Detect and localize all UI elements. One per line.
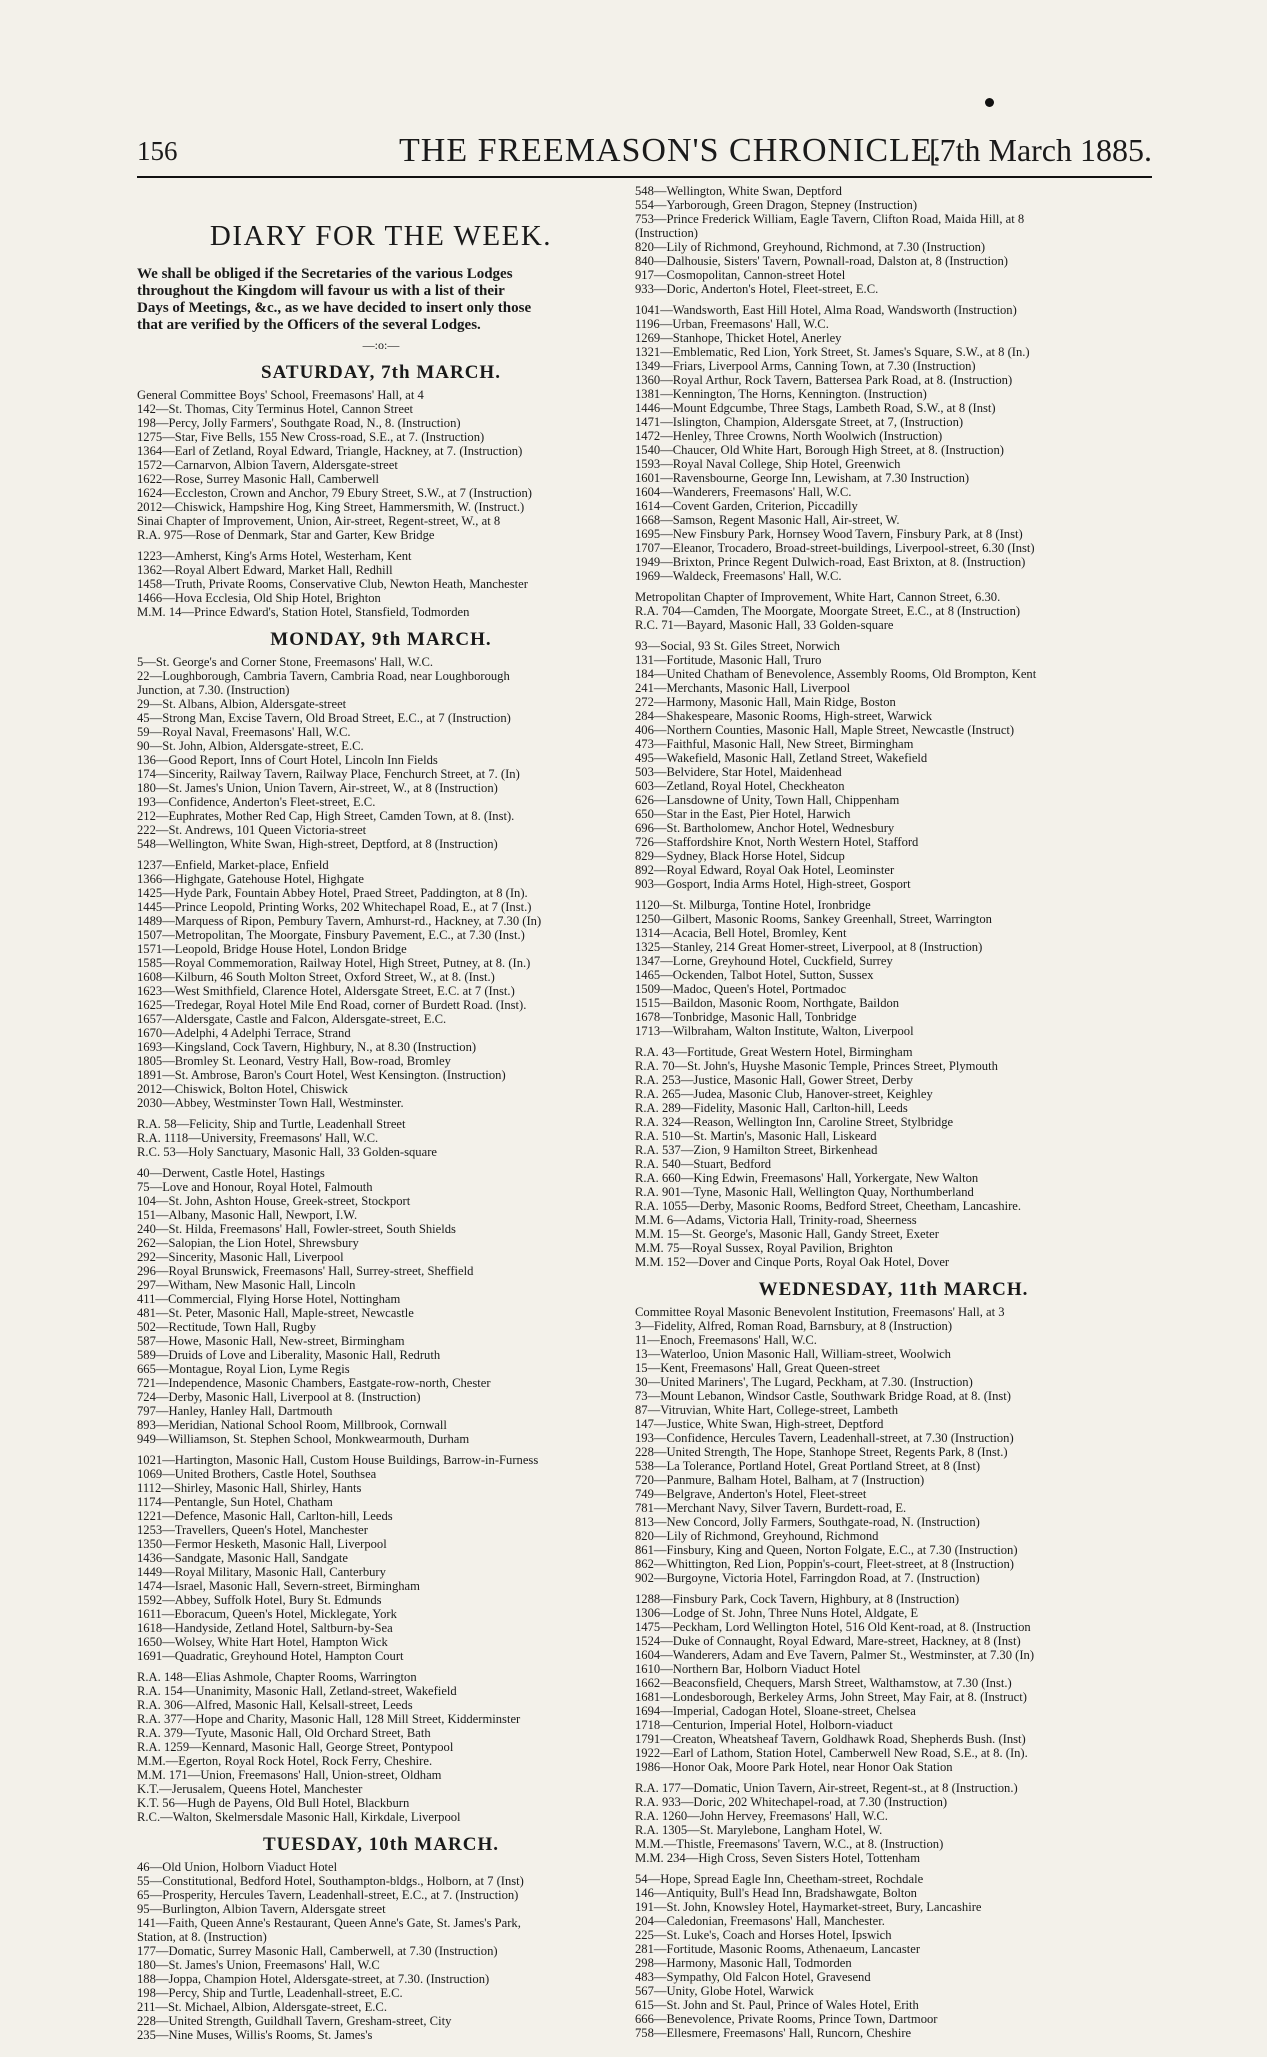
- listing-line: M.M. 75—Royal Sussex, Royal Pavilion, Brighton: [635, 1241, 893, 1255]
- listing-line: 917—Cosmopolitan, Cannon-street Hotel: [635, 268, 846, 282]
- listing-line: R.A. 540—Stuart, Bedford: [635, 1157, 772, 1171]
- listing-line: R.A. 1259—Kennard, Masonic Hall, George Street, Pontypool: [137, 1740, 454, 1754]
- page-number: 156: [137, 136, 178, 166]
- listing-line: 1041—Wandsworth, East Hill Hotel, Alma Road, Wandsworth (Instruction): [635, 303, 1017, 317]
- listing-line: R.A. 70—St. John's, Huyshe Masonic Temple, Princes Street, Plymouth: [635, 1059, 998, 1073]
- group-spacer: [137, 1110, 625, 1117]
- listing-line: R.A. 379—Tyute, Masonic Hall, Old Orchard Street, Bath: [137, 1726, 431, 1740]
- listing-line: 1120—St. Milburga, Tontine Hotel, Ironbridge: [635, 898, 871, 912]
- listing-line: 1969—Waldeck, Freemasons' Hall, W.C.: [635, 569, 842, 583]
- group-spacer: [635, 1774, 1152, 1781]
- listing-line: 1650—Wolsey, White Hart Hotel, Hampton Wick: [137, 1635, 388, 1649]
- listing-line: R.A. 660—King Edwin, Freemasons' Hall, Yorkergate, New Walton: [635, 1171, 979, 1185]
- listing-line: 2030—Abbey, Westminster Town Hall, Westminster.: [137, 1096, 404, 1110]
- listing-line: 1610—Northern Bar, Holborn Viaduct Hotel: [635, 1662, 861, 1676]
- listing-line: 1604—Wanderers, Freemasons' Hall, W.C.: [635, 485, 852, 499]
- listing-line: 1321—Emblematic, Red Lion, York Street, St. James's Square, S.W., at 8 (In.): [635, 345, 1030, 359]
- listing-line: 892—Royal Edward, Royal Oak Hotel, Leominster: [635, 863, 895, 877]
- listing-line: 1196—Urban, Freemasons' Hall, W.C.: [635, 317, 829, 331]
- listing-line: 1695—New Finsbury Park, Hornsey Wood Tavern, Finsbury Park, at 8 (Inst): [635, 527, 1023, 541]
- listing-line: 95—Burlington, Albion Tavern, Aldersgate street: [137, 1902, 386, 1916]
- listing-line: 1466—Hova Ecclesia, Old Ship Hotel, Brighton: [137, 591, 381, 605]
- listing-line: 284—Shakespeare, Masonic Rooms, High-street, Warwick: [635, 709, 933, 723]
- group-spacer: [137, 542, 625, 549]
- listing-line: 1347—Lorne, Greyhound Hotel, Cuckfield, Surrey: [635, 954, 893, 968]
- listing-line: 749—Belgrave, Anderton's Hotel, Fleet-street: [635, 1487, 867, 1501]
- listing-line: 473—Faithful, Masonic Hall, New Street, Birmingham: [635, 737, 914, 751]
- listing-line: 184—United Chatham of Benevolence, Assembly Rooms, Old Brompton, Kent: [635, 667, 1037, 681]
- listing-line: 45—Strong Man, Excise Tavern, Old Broad Street, E.C., at 7 (Instruction): [137, 711, 511, 725]
- day-heading-monday: MONDAY, 9th MARCH.: [270, 629, 492, 650]
- listing-line: R.A. 975—Rose of Denmark, Star and Garter, Kew Bridge: [137, 528, 435, 542]
- listing-line: R.C. 53—Holy Sanctuary, Masonic Hall, 33 Golden-square: [137, 1145, 437, 1159]
- listing-line: 1221—Defence, Masonic Hall, Carlton-hill, Leeds: [137, 1509, 393, 1523]
- listing-line: 1681—Londesborough, Berkeley Arms, John Street, May Fair, at 8. (Instruct): [635, 1690, 1027, 1704]
- listing-line: 1622—Rose, Surrey Masonic Hall, Camberwell: [137, 472, 380, 486]
- group-spacer: [137, 1446, 625, 1453]
- day-heading-saturday: SATURDAY, 7th MARCH.: [261, 362, 501, 383]
- listing-line: 272—Harmony, Masonic Hall, Main Ridge, Boston: [635, 695, 896, 709]
- group-spacer: [635, 632, 1152, 639]
- listing-line: 104—St. John, Ashton House, Greek-street, Stockport: [137, 1194, 411, 1208]
- listing-line: 538—La Tolerance, Portland Hotel, Great Portland Street, at 8 (Inst): [635, 1459, 981, 1473]
- listing-line: R.A. 933—Doric, 202 Whitechapel-road, at 7.30 (Instruction): [635, 1795, 948, 1809]
- listing-line: R.A. 1305—St. Marylebone, Langham Hotel, W.: [635, 1823, 883, 1837]
- listing-line: M.M. 152—Dover and Cinque Ports, Royal Oak Hotel, Dover: [635, 1255, 950, 1269]
- listing-line: 813—New Concord, Jolly Farmers, Southgate-road, N. (Instruction): [635, 1515, 980, 1529]
- listing-line: 567—Unity, Globe Hotel, Warwick: [635, 1984, 814, 1998]
- listing-line: 1465—Ockenden, Talbot Hotel, Sutton, Sussex: [635, 968, 874, 982]
- listing-line: 2012—Chiswick, Hampshire Hog, King Street, Hammersmith, W. (Instruct.): [137, 500, 525, 514]
- listing-line: 1713—Wilbraham, Walton Institute, Walton, Liverpool: [635, 1024, 914, 1038]
- listing-line: 1350—Fermor Hesketh, Masonic Hall, Liverpool: [137, 1537, 387, 1551]
- listing-line: R.A. 377—Hope and Charity, Masonic Hall, 128 Mill Street, Kidderminster: [137, 1712, 521, 1726]
- listing-line: 211—St. Michael, Albion, Aldersgate-street, E.C.: [137, 2000, 387, 2014]
- listing-line: 1668—Samson, Regent Masonic Hall, Air-street, W.: [635, 513, 900, 527]
- listing-line: 1515—Baildon, Masonic Room, Northgate, Baildon: [635, 996, 900, 1010]
- listing-line: 241—Merchants, Masonic Hall, Liverpool: [635, 681, 851, 695]
- listing-line: 212—Euphrates, Mother Red Cap, High Street, Camden Town, at 8. (Inst).: [137, 809, 515, 823]
- listing-line: 1791—Creaton, Wheatsheaf Tavern, Goldhawk Road, Shepherds Bush. (Inst): [635, 1732, 1026, 1746]
- listing-line: 55—Constitutional, Bedford Hotel, Southampton-bldgs., Holborn, at 7 (Inst): [137, 1874, 524, 1888]
- header-rule: [137, 176, 1152, 178]
- listing-line: 862—Whittington, Red Lion, Poppin's-court, Fleet-street, at 8 (Instruction): [635, 1557, 1014, 1571]
- listing-line: 1604—Wanderers, Adam and Eve Tavern, Palmer St., Westminster, at 7.30 (In): [635, 1648, 1035, 1662]
- listing-line: R.A. 148—Elias Ashmole, Chapter Rooms, Warrington: [137, 1670, 417, 1684]
- diary-intro: [137, 266, 625, 334]
- listing-line: 1458—Truth, Private Rooms, Conservative Club, Newton Heath, Manchester: [137, 577, 528, 591]
- listing-line: 2012—Chiswick, Bolton Hotel, Chiswick: [137, 1082, 348, 1096]
- listing-line: 696—St. Bartholomew, Anchor Hotel, Wednesbury: [635, 821, 895, 835]
- listing-line: General Committee Boys' School, Freemasons' Hall, at 4: [137, 388, 424, 402]
- listing-line: 298—Harmony, Masonic Hall, Todmorden: [635, 1956, 852, 1970]
- group-spacer: [635, 583, 1152, 590]
- listing-line: 1223—Amherst, King's Arms Hotel, Westerham, Kent: [137, 549, 412, 563]
- intro-line: that are verified by the Officers of the several Lodges.: [137, 317, 481, 333]
- day-heading-tuesday: TUESDAY, 10th MARCH.: [262, 1834, 500, 1855]
- listing-line: 1381—Kennington, The Horns, Kennington. (Instruction): [635, 387, 927, 401]
- listing-line: 797—Hanley, Hanley Hall, Dartmouth: [137, 1404, 333, 1418]
- listing-line: 721—Independence, Masonic Chambers, Eastgate-row-north, Chester: [137, 1376, 491, 1390]
- listing-line: 1707—Eleanor, Trocadero, Broad-street-buildings, Liverpool-street, 6.30 (Inst): [635, 541, 1035, 555]
- listing-line: 1618—Handyside, Zetland Hotel, Saltburn-by-Sea: [137, 1621, 393, 1635]
- intro-line: We shall be obliged if the Secretaries of the various Lodges: [137, 266, 513, 282]
- listing-line: 1112—Shirley, Masonic Hall, Shirley, Hants: [137, 1481, 362, 1495]
- listing-line: 933—Doric, Anderton's Hotel, Fleet-street, E.C.: [635, 282, 879, 296]
- listing-line: 502—Rectitude, Town Hall, Rugby: [137, 1320, 317, 1334]
- listing-line: 781—Merchant Navy, Silver Tavern, Burdett-road, E.: [635, 1501, 907, 1515]
- listing-line: 29—St. Albans, Albion, Aldersgate-street: [137, 697, 347, 711]
- listing-line: 188—Joppa, Champion Hotel, Aldersgate-street, at 7.30. (Instruction): [137, 1972, 490, 1986]
- listing-line: 503—Belvidere, Star Hotel, Maidenhead: [635, 765, 842, 779]
- listing-line: 225—St. Luke's, Coach and Horses Hotel, Ipswich: [635, 1928, 892, 1942]
- listing-line: 1693—Kingsland, Cock Tavern, Highbury, N., at 8.30 (Instruction): [137, 1040, 477, 1054]
- listing-line: 297—Witham, New Masonic Hall, Lincoln: [137, 1278, 356, 1292]
- listing-line: 3—Fidelity, Alfred, Roman Road, Barnsbury, at 8 (Instruction): [635, 1319, 953, 1333]
- listing-line: 1694—Imperial, Cadogan Hotel, Sloane-street, Chelsea: [635, 1704, 916, 1718]
- listing-line: 1362—Royal Albert Edward, Market Hall, Redhill: [137, 563, 393, 577]
- listing-line: K.T. 56—Hugh de Payens, Old Bull Hotel, Blackburn: [137, 1796, 410, 1810]
- listing-line: R.C.—Walton, Skelmersdale Masonic Hall, Kirkdale, Liverpool: [137, 1810, 461, 1824]
- day-heading-wednesday: WEDNESDAY, 11th MARCH.: [758, 1279, 1029, 1300]
- listing-line: 665—Montague, Royal Lion, Lyme Regis: [137, 1362, 350, 1376]
- listing-line: 589—Druids of Love and Liberality, Masonic Hall, Redruth: [137, 1348, 441, 1362]
- listing-line: 136—Good Report, Inns of Court Hotel, Lincoln Inn Fields: [137, 753, 438, 767]
- listing-line: 1445—Prince Leopold, Printing Works, 202 Whitechapel Road, E., at 7 (Inst.): [137, 900, 532, 914]
- group-spacer: [635, 1865, 1152, 1872]
- listing-line: 1601—Ravensbourne, George Inn, Lewisham, at 7.30 Instruction): [635, 471, 970, 485]
- listing-line: 587—Howe, Masonic Hall, New-street, Birmingham: [137, 1334, 405, 1348]
- listing-line: 1449—Royal Military, Masonic Hall, Canterbury: [137, 1565, 386, 1579]
- listing-line: 1269—Stanhope, Thicket Hotel, Anerley: [635, 331, 842, 345]
- listing-line: Junction, at 7.30. (Instruction): [137, 683, 290, 697]
- listing-line: 483—Sympathy, Old Falcon Hotel, Gravesend: [635, 1970, 871, 1984]
- listing-line: 235—Nine Muses, Willis's Rooms, St. James's: [137, 2028, 373, 2042]
- listing-line: 406—Northern Counties, Masonic Hall, Maple Street, Newcastle (Instruct): [635, 723, 1015, 737]
- group-spacer: [137, 851, 625, 858]
- listing-line: 1611—Eboracum, Queen's Hotel, Micklegate, York: [137, 1607, 397, 1621]
- listing-line: 1623—West Smithfield, Clarence Hotel, Aldersgate Street, E.C. at 7 (Inst.): [137, 984, 515, 998]
- listing-line: R.A. 306—Alfred, Masonic Hall, Kelsall-street, Leeds: [137, 1698, 413, 1712]
- listing-line: 40—Derwent, Castle Hotel, Hastings: [137, 1166, 325, 1180]
- listing-line: 1507—Metropolitan, The Moorgate, Finsbury Pavement, E.C., at 7.30 (Inst.): [137, 928, 525, 942]
- listing-line: 151—Albany, Masonic Hall, Newport, I.W.: [137, 1208, 358, 1222]
- listing-line: 949—Williamson, St. Stephen School, Monkwearmouth, Durham: [137, 1432, 470, 1446]
- listing-line: 292—Sincerity, Masonic Hall, Liverpool: [137, 1250, 344, 1264]
- listing-line: 1614—Covent Garden, Criterion, Piccadilly: [635, 499, 858, 513]
- diary-title: DIARY FOR THE WEEK.: [209, 220, 553, 252]
- group-spacer: [635, 296, 1152, 303]
- listing-line: M.M. 15—St. George's, Masonic Hall, Gandy Street, Exeter: [635, 1227, 939, 1241]
- listing-line: 758—Ellesmere, Freemasons' Hall, Runcorn, Cheshire: [635, 2026, 912, 2040]
- listing-line: 177—Domatic, Surrey Masonic Hall, Camberwell, at 7.30 (Instruction): [137, 1944, 498, 1958]
- listing-line: 554—Yarborough, Green Dragon, Stepney (Instruction): [635, 198, 918, 212]
- listing-line: 87—Vitruvian, White Hart, College-street, Lambeth: [635, 1403, 899, 1417]
- listing-line: 1237—Enfield, Market-place, Enfield: [137, 858, 329, 872]
- listing-line: 1540—Chaucer, Old White Hart, Borough High Street, at 8. (Instruction): [635, 443, 1004, 457]
- listing-line: 1593—Royal Naval College, Ship Hotel, Greenwich: [635, 457, 901, 471]
- listing-line: 1624—Eccleston, Crown and Anchor, 79 Ebury Street, S.W., at 7 (Instruction): [137, 486, 532, 500]
- listing-line: 73—Mount Lebanon, Windsor Castle, Southwark Bridge Road, at 8. (Inst): [635, 1389, 1011, 1403]
- listing-line: 1275—Star, Five Bells, 155 New Cross-road, S.E., at 7. (Instruction): [137, 430, 485, 444]
- listing-line: 820—Lily of Richmond, Greyhound, Richmond, at 7.30 (Instruction): [635, 240, 986, 254]
- listing-line: 724—Derby, Masonic Hall, Liverpool at 8. (Instruction): [137, 1390, 421, 1404]
- listing-line: 180—St. James's Union, Union Tavern, Air-street, W., at 8 (Instruction): [137, 781, 498, 795]
- listing-line: 1174—Pentangle, Sun Hotel, Chatham: [137, 1495, 333, 1509]
- right-column: [635, 184, 1152, 2040]
- listing-line: 30—United Mariners', The Lugard, Peckham, at 7.30. (Instruction): [635, 1375, 973, 1389]
- listing-line: 893—Meridian, National School Room, Millbrook, Cornwall: [137, 1418, 447, 1432]
- listing-line: 1592—Abbey, Suffolk Hotel, Bury St. Edmunds: [137, 1593, 382, 1607]
- listing-line: 903—Gosport, India Arms Hotel, High-street, Gosport: [635, 877, 911, 891]
- listing-line: 548—Wellington, White Swan, High-street, Deptford, at 8 (Instruction): [137, 837, 498, 851]
- listing-line: K.T.—Jerusalem, Queens Hotel, Manchester: [137, 1782, 363, 1796]
- listing-line: 861—Finsbury, King and Queen, Norton Folgate, E.C., at 7.30 (Instruction): [635, 1543, 1018, 1557]
- listing-line: 1891—St. Ambrose, Baron's Court Hotel, West Kensington. (Instruction): [137, 1068, 506, 1082]
- listing-line: 1364—Earl of Zetland, Royal Edward, Triangle, Hackney, at 7. (Instruction): [137, 444, 523, 458]
- listing-line: 228—United Strength, The Hope, Stanhope Street, Regents Park, 8 (Inst.): [635, 1445, 1008, 1459]
- listing-line: M.M. 171—Union, Freemasons' Hall, Union-street, Oldham: [137, 1768, 442, 1782]
- listing-line: 59—Royal Naval, Freemasons' Hall, W.C.: [137, 725, 351, 739]
- listing-line: 93—Social, 93 St. Giles Street, Norwich: [635, 639, 840, 653]
- listing-line: 147—Justice, White Swan, High-street, Deptford: [635, 1417, 884, 1431]
- listing-line: 1657—Aldersgate, Castle and Falcon, Aldersgate-street, E.C.: [137, 1012, 447, 1026]
- listing-line: R.A. 537—Zion, 9 Hamilton Street, Birkenhead: [635, 1143, 878, 1157]
- listing-line: 1662—Beaconsfield, Chequers, Marsh Street, Walthamstow, at 7.30 (Inst.): [635, 1676, 1012, 1690]
- listing-line: 1360—Royal Arthur, Rock Tavern, Battersea Park Road, at 8. (Instruction): [635, 373, 1013, 387]
- listing-line: 1021—Hartington, Masonic Hall, Custom House Buildings, Barrow-in-Furness: [137, 1453, 539, 1467]
- listing-line: 650—Star in the East, Pier Hotel, Harwich: [635, 807, 851, 821]
- listing-line: 65—Prosperity, Hercules Tavern, Leadenhall-street, E.C., at 7. (Instruction): [137, 1888, 519, 1902]
- listing-line: 1670—Adelphi, 4 Adelphi Terrace, Strand: [137, 1026, 351, 1040]
- listing-line: M.M. 6—Adams, Victoria Hall, Trinity-road, Sheerness: [635, 1213, 917, 1227]
- listing-line: R.A. 901—Tyne, Masonic Hall, Wellington Quay, Northumberland: [635, 1185, 974, 1199]
- listing-line: 1069—United Brothers, Castle Hotel, Southsea: [137, 1467, 377, 1481]
- listing-line: 1475—Peckham, Lord Wellington Hotel, 516 Old Kent-road, at 8. (Instruction: [635, 1620, 1031, 1634]
- listing-line: 1325—Stanley, 214 Great Homer-street, Liverpool, at 8 (Instruction): [635, 940, 983, 954]
- listing-line: 1949—Brixton, Prince Regent Dulwich-road, East Brixton, at 8. (Instruction): [635, 555, 1026, 569]
- listing-line: R.A. 154—Unanimity, Masonic Hall, Zetland-street, Wakefield: [137, 1684, 457, 1698]
- listing-line: 902—Burgoyne, Victoria Hotel, Farringdon Road, at 7. (Instruction): [635, 1571, 980, 1585]
- ink-dot: [985, 98, 994, 107]
- listing-line: 90—St. John, Albion, Aldersgate-street, E.C.: [137, 739, 364, 753]
- listing-line: 22—Loughborough, Cambria Tavern, Cambria Road, near Loughborough: [137, 669, 510, 683]
- listing-line: 75—Love and Honour, Royal Hotel, Falmouth: [137, 1180, 373, 1194]
- listing-line: R.A. 704—Camden, The Moorgate, Moorgate Street, E.C., at 8 (Instruction): [635, 604, 1021, 618]
- listing-line: 204—Caledonian, Freemasons' Hall, Manchester.: [635, 1914, 885, 1928]
- listing-line: 481—St. Peter, Masonic Hall, Maple-street, Newcastle: [137, 1306, 414, 1320]
- listing-line: 198—Percy, Ship and Turtle, Leadenhall-street, E.C.: [137, 1986, 403, 2000]
- listing-line: 1472—Henley, Three Crowns, North Woolwich (Instruction): [635, 429, 943, 443]
- listing-line: 1718—Centurion, Imperial Hotel, Holborn-viaduct: [635, 1718, 893, 1732]
- listing-line: 495—Wakefield, Masonic Hall, Zetland Street, Wakefield: [635, 751, 928, 765]
- listing-line: 1288—Finsbury Park, Cock Tavern, Highbury, at 8 (Instruction): [635, 1592, 960, 1606]
- listing-line: 1253—Travellers, Queen's Hotel, Manchester: [137, 1523, 368, 1537]
- listing-line: 13—Waterloo, Union Masonic Hall, William-street, Woolwich: [635, 1347, 951, 1361]
- listing-line: R.A. 177—Domatic, Union Tavern, Air-street, Regent-st., at 8 (Instruction.): [635, 1781, 1018, 1795]
- intro-line: throughout the Kingdom will favour us with a list of their: [137, 283, 505, 299]
- listing-line: R.A. 43—Fortitude, Great Western Hotel, Birmingham: [635, 1045, 913, 1059]
- listing-line: R.A. 58—Felicity, Ship and Turtle, Leadenhall Street: [137, 1117, 406, 1131]
- listing-line: 228—United Strength, Guildhall Tavern, Gresham-street, City: [137, 2014, 452, 2028]
- listing-line: 15—Kent, Freemasons' Hall, Great Queen-street: [635, 1361, 880, 1375]
- listing-line: 1922—Earl of Lathom, Station Hotel, Camberwell New Road, S.E., at 8. (In).: [635, 1746, 1028, 1760]
- listing-line: M.M.—Thistle, Freemasons' Tavern, W.C., at 8. (Instruction): [635, 1837, 944, 1851]
- ornament-divider: —:o:—: [362, 338, 400, 352]
- group-spacer: [635, 891, 1152, 898]
- listing-line: 146—Antiquity, Bull's Head Inn, Bradshawgate, Bolton: [635, 1886, 917, 1900]
- listing-line: 281—Fortitude, Masonic Rooms, Athenaeum, Lancaster: [635, 1942, 921, 1956]
- listing-line: 1349—Friars, Liverpool Arms, Canning Town, at 7.30 (Instruction): [635, 359, 976, 373]
- page-header: [137, 132, 1152, 172]
- listing-line: 5—St. George's and Corner Stone, Freemasons' Hall, W.C.: [137, 655, 434, 669]
- group-spacer: [635, 1585, 1152, 1592]
- listing-line: 198—Percy, Jolly Farmers', Southgate Road, N., 8. (Instruction): [137, 416, 461, 430]
- listing-line: R.A. 289—Fidelity, Masonic Hall, Carlton-hill, Leeds: [635, 1101, 908, 1115]
- listing-line: (Instruction): [635, 226, 698, 240]
- listing-line: 11—Enoch, Freemasons' Hall, W.C.: [635, 1333, 817, 1347]
- listing-line: M.M. 234—High Cross, Seven Sisters Hotel, Tottenham: [635, 1851, 921, 1865]
- listing-line: 411—Commercial, Flying Horse Hotel, Nottingham: [137, 1292, 401, 1306]
- listing-line: 829—Sydney, Black Horse Hotel, Sidcup: [635, 849, 845, 863]
- group-spacer: [137, 1663, 625, 1670]
- listing-line: R.A. 265—Judea, Masonic Club, Hanover-street, Keighley: [635, 1087, 933, 1101]
- listing-line: 1509—Madoc, Queen's Hotel, Portmadoc: [635, 982, 847, 996]
- left-column: [137, 186, 625, 2042]
- listing-line: 1489—Marquess of Ripon, Pembury Tavern, Amhurst-rd., Hackney, at 7.30 (In): [137, 914, 542, 928]
- listing-line: 666—Benevolence, Private Rooms, Prince Town, Dartmoor: [635, 2012, 938, 2026]
- listing-line: M.M. 14—Prince Edward's, Station Hotel, Stansfield, Todmorden: [137, 605, 470, 619]
- listing-line: 1306—Lodge of St. John, Three Nuns Hotel, Aldgate, E: [635, 1606, 919, 1620]
- listing-line: 1805—Bromley St. Leonard, Vestry Hall, Bow-road, Bromley: [137, 1054, 451, 1068]
- listing-line: R.A. 510—St. Martin's, Masonic Hall, Liskeard: [635, 1129, 877, 1143]
- listing-line: Committee Royal Masonic Benevolent Institution, Freemasons' Hall, at 3: [635, 1305, 1005, 1319]
- listing-line: 1585—Royal Commemoration, Railway Hotel, High Street, Putney, at 8. (In.): [137, 956, 531, 970]
- listing-line: 240—St. Hilda, Freemasons' Hall, Fowler-street, South Shields: [137, 1222, 456, 1236]
- listing-line: 1250—Gilbert, Masonic Rooms, Sankey Greenhall, Street, Warrington: [635, 912, 992, 926]
- listing-line: 193—Confidence, Hercules Tavern, Leadenhall-street, at 7.30 (Instruction): [635, 1431, 1014, 1445]
- listing-line: 1678—Tonbridge, Masonic Hall, Tonbridge: [635, 1010, 857, 1024]
- listing-line: 820—Lily of Richmond, Greyhound, Richmond: [635, 1529, 879, 1543]
- listing-line: 1571—Leopold, Bridge House Hotel, London Bridge: [137, 942, 407, 956]
- listing-line: 193—Confidence, Anderton's Fleet-street, E.C.: [137, 795, 376, 809]
- listing-line: 1691—Quadratic, Greyhound Hotel, Hampton Court: [137, 1649, 404, 1663]
- listing-line: 603—Zetland, Royal Hotel, Checkheaton: [635, 779, 845, 793]
- left-listings: [137, 362, 625, 2042]
- listing-line: M.M.—Egerton, Royal Rock Hotel, Rock Ferry, Cheshire.: [137, 1754, 433, 1768]
- listing-line: Sinai Chapter of Improvement, Union, Air-street, Regent-street, W., at 8: [137, 514, 501, 528]
- listing-line: 615—St. John and St. Paul, Prince of Wales Hotel, Erith: [635, 1998, 919, 2012]
- listing-line: 1314—Acacia, Bell Hotel, Bromley, Kent: [635, 926, 847, 940]
- publication-title: THE FREEMASON'S CHRONICLE.: [399, 132, 943, 169]
- listing-line: 1436—Sandgate, Masonic Hall, Sandgate: [137, 1551, 348, 1565]
- listing-line: 1986—Honor Oak, Moore Park Hotel, near Honor Oak Station: [635, 1760, 953, 1774]
- listing-line: 54—Hope, Spread Eagle Inn, Cheetham-street, Rochdale: [635, 1872, 924, 1886]
- issue-date: [7th March 1885.: [928, 132, 1152, 168]
- group-spacer: [635, 1038, 1152, 1045]
- listing-line: R.A. 324—Reason, Wellington Inn, Caroline Street, Stylbridge: [635, 1115, 954, 1129]
- listing-line: R.A. 253—Justice, Masonic Hall, Gower Street, Derby: [635, 1073, 914, 1087]
- listing-line: R.C. 71—Bayard, Masonic Hall, 33 Golden-square: [635, 618, 894, 632]
- listing-line: 142—St. Thomas, City Terminus Hotel, Cannon Street: [137, 402, 414, 416]
- listing-line: 1471—Islington, Champion, Aldersgate Street, at 7, (Instruction): [635, 415, 964, 429]
- listing-line: 1425—Hyde Park, Fountain Abbey Hotel, Praed Street, Paddington, at 8 (In).: [137, 886, 528, 900]
- listing-line: Station, at 8. (Instruction): [137, 1930, 267, 1944]
- listing-line: 174—Sincerity, Railway Tavern, Railway Place, Fenchurch Street, at 7. (In): [137, 767, 520, 781]
- listing-line: 1572—Carnarvon, Albion Tavern, Aldersgate-street: [137, 458, 398, 472]
- listing-line: 840—Dalhousie, Sisters' Tavern, Pownall-road, Dalston at, 8 (Instruction): [635, 254, 1008, 268]
- listing-line: 1608—Kilburn, 46 South Molton Street, Oxford Street, W., at 8. (Inst.): [137, 970, 495, 984]
- listing-line: 191—St. John, Knowsley Hotel, Haymarket-street, Bury, Lancashire: [635, 1900, 982, 1914]
- intro-line: Days of Meetings, &c., as we have decided to insert only those: [137, 300, 532, 316]
- listing-line: R.A. 1260—John Hervey, Freemasons' Hall, W.C.: [635, 1809, 888, 1823]
- listing-line: 296—Royal Brunswick, Freemasons' Hall, Surrey-street, Sheffield: [137, 1264, 474, 1278]
- listing-line: 1625—Tredegar, Royal Hotel Mile End Road, corner of Burdett Road. (Inst).: [137, 998, 527, 1012]
- listing-line: 131—Fortitude, Masonic Hall, Truro: [635, 653, 822, 667]
- listing-line: 753—Prince Frederick William, Eagle Tavern, Clifton Road, Maida Hill, at 8: [635, 212, 1025, 226]
- listing-line: 1524—Duke of Connaught, Royal Edward, Mare-street, Hackney, at 8 (Inst): [635, 1634, 1021, 1648]
- listing-line: Metropolitan Chapter of Improvement, White Hart, Cannon Street, 6.30.: [635, 590, 1001, 604]
- listing-line: 46—Old Union, Holborn Viaduct Hotel: [137, 1860, 338, 1874]
- listing-line: 1474—Israel, Masonic Hall, Severn-street, Birmingham: [137, 1579, 420, 1593]
- listing-line: 726—Staffordshire Knot, North Western Hotel, Stafford: [635, 835, 919, 849]
- listing-line: R.A. 1118—University, Freemasons' Hall, W.C.: [137, 1131, 379, 1145]
- listing-line: 720—Panmure, Balham Hotel, Balham, at 7 (Instruction): [635, 1473, 925, 1487]
- listing-line: 141—Faith, Queen Anne's Restaurant, Queen Anne's Gate, St. James's Park,: [137, 1916, 521, 1930]
- listing-line: 626—Lansdowne of Unity, Town Hall, Chippenham: [635, 793, 900, 807]
- listing-line: 1446—Mount Edgcumbe, Three Stags, Lambeth Road, S.W., at 8 (Inst): [635, 401, 996, 415]
- listing-line: R.A. 1055—Derby, Masonic Rooms, Bedford Street, Cheetham, Lancashire.: [635, 1199, 1022, 1213]
- listing-line: 548—Wellington, White Swan, Deptford: [635, 184, 842, 198]
- group-spacer: [137, 1159, 625, 1166]
- listing-line: 262—Salopian, the Lion Hotel, Shrewsbury: [137, 1236, 359, 1250]
- listing-line: 222—St. Andrews, 101 Queen Victoria-street: [137, 823, 367, 837]
- listing-line: 1366—Highgate, Gatehouse Hotel, Highgate: [137, 872, 364, 886]
- listing-line: 180—St. James's Union, Freemasons' Hall, W.C: [137, 1958, 380, 1972]
